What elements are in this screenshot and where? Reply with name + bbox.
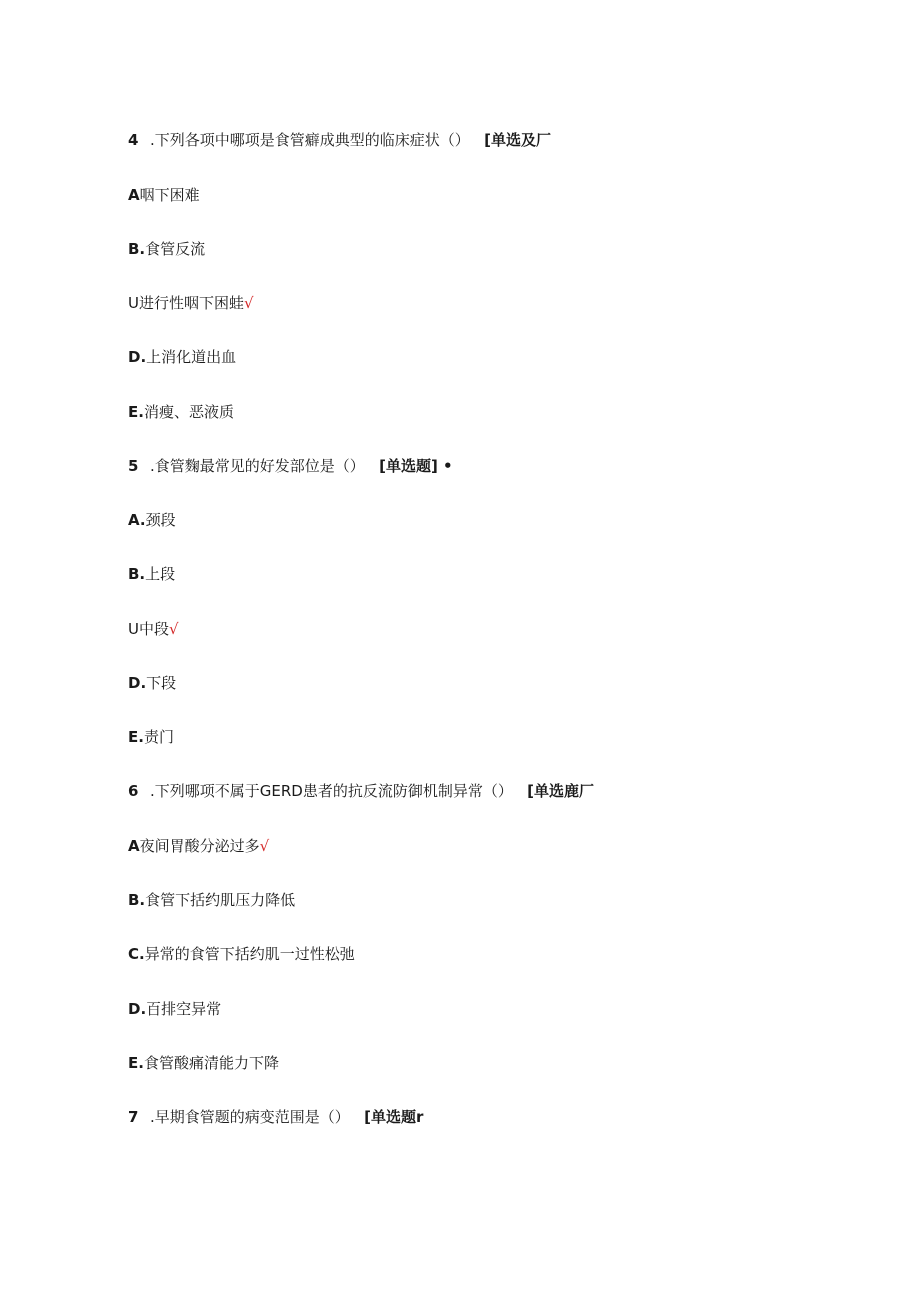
question-number: 5	[128, 457, 139, 475]
question-text: .下列哪项不属于GERD患者的抗反流防御机制异常（）	[150, 782, 513, 800]
option-4e	[128, 402, 234, 422]
option-letter: E.	[128, 1054, 144, 1072]
option-text: 消瘦、恶液质	[143, 403, 234, 421]
option-letter: U	[128, 620, 139, 638]
option-text: 中段	[138, 620, 169, 638]
option-text: 食管酸痛清能力下降	[143, 1054, 279, 1072]
question-7	[128, 1107, 423, 1127]
option-6e	[128, 1053, 279, 1073]
option-letter: A	[128, 837, 140, 855]
option-6a	[128, 836, 269, 856]
option-5c	[128, 619, 179, 639]
option-6c	[128, 944, 355, 964]
option-5a	[128, 510, 176, 530]
option-text: 责门	[143, 728, 174, 746]
question-type-tag: [单选题r	[364, 1108, 424, 1126]
option-4a	[128, 185, 200, 205]
option-letter: D.	[128, 674, 147, 692]
option-letter: U	[128, 294, 139, 312]
option-4c	[128, 293, 254, 313]
option-text: 进行性咽下困蛙	[138, 294, 244, 312]
option-6d	[128, 999, 221, 1019]
check-mark-icon: √	[259, 837, 270, 855]
question-text: .早期食管题的病变范围是（）	[150, 1108, 350, 1126]
question-type-tag: [单选及厂	[484, 131, 551, 149]
option-letter: B.	[128, 565, 146, 583]
option-letter: C.	[128, 945, 145, 963]
question-type-tag: [单选题] •	[379, 457, 453, 475]
option-letter: A	[128, 186, 140, 204]
check-mark-icon: √	[244, 294, 254, 312]
option-text: 夜间胃酸分泌过多	[139, 837, 260, 855]
question-type-tag: [单选鹿厂	[527, 782, 595, 800]
question-4	[128, 130, 551, 150]
option-text: 上段	[145, 565, 176, 583]
option-text: 咽下困难	[139, 186, 200, 204]
question-number: 4	[128, 131, 139, 149]
option-4d	[128, 347, 236, 367]
question-text: .下列各项中哪项是食管癖成典型的临床症状（）	[150, 131, 470, 149]
option-letter: E.	[128, 403, 144, 421]
option-5d	[128, 673, 176, 693]
option-text: 食管反流	[145, 240, 206, 258]
option-text: 异常的食管下括约肌一过性松弛	[144, 945, 355, 963]
option-5e	[128, 727, 174, 747]
option-letter: D.	[128, 1000, 147, 1018]
option-5b	[128, 564, 175, 584]
option-letter: A.	[128, 511, 146, 529]
question-text: .食管麴最常见的好发部位是（）	[150, 457, 365, 475]
option-letter: B.	[128, 240, 146, 258]
option-letter: B.	[128, 891, 146, 909]
option-text: 上消化道出血	[146, 348, 237, 366]
option-text: 食管下括约肌压力降低	[145, 891, 296, 909]
option-4b	[128, 239, 205, 259]
option-letter: D.	[128, 348, 147, 366]
option-text: 下段	[146, 674, 177, 692]
check-mark-icon: √	[169, 620, 179, 638]
question-number: 6	[128, 782, 139, 800]
option-text: 颈段	[145, 511, 176, 529]
question-6	[128, 781, 594, 801]
question-5	[128, 456, 453, 476]
option-text: 百排空异常	[146, 1000, 222, 1018]
question-number: 7	[128, 1108, 139, 1126]
option-letter: E.	[128, 728, 144, 746]
option-6b	[128, 890, 295, 910]
